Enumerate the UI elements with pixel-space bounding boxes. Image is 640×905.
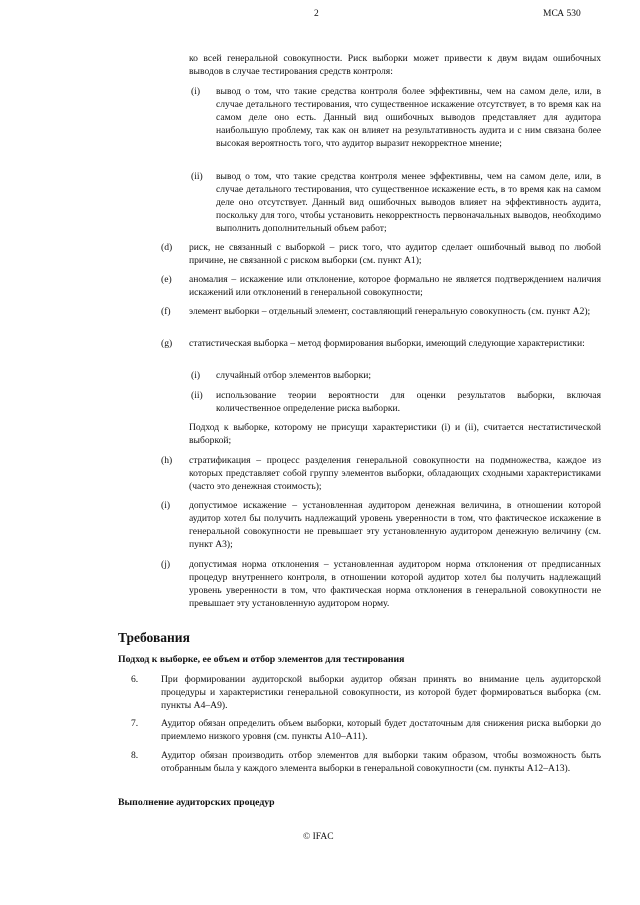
paragraph-number: 6.: [131, 674, 139, 685]
document-code: МСА 530: [543, 9, 581, 19]
sub-item-label: (ii): [191, 390, 203, 401]
definition-label: (d): [161, 242, 173, 253]
sub-item-label: (i): [191, 86, 201, 97]
section-title: Требования: [118, 630, 190, 645]
sub-item-text: использование теории вероятности для оценки результатов выборки, включая количественное определение риска выборки.: [216, 390, 601, 414]
sub-item-label: (i): [191, 370, 201, 381]
definition-label: (g): [161, 338, 173, 349]
requirement-paragraph: Аудитор обязан определить объем выборки, который будет достаточным для снижения риска выборки до приемлемо низкого уровня (см. пункты А10–А11).: [161, 718, 601, 742]
definition-text: элемент выборки – отдельный элемент, составляющий генеральную совокупность (см. пункт А2);: [189, 306, 591, 317]
intro-paragraph: ко всей генеральной совокупности. Риск выборки может привести к двум видам ошибочных выводов в случае тестирования средств контроля:: [189, 53, 601, 77]
g-note: Подход к выборке, которому не присущи характеристики (i) и (ii), считается нестатистической выборкой;: [189, 422, 601, 446]
subsection-title: Выполнение аудиторских процедур: [118, 797, 275, 808]
definition-text: допустимая норма отклонения – установленная аудитором норма отклонения от предписанных процедур внутреннего контроля, в отношении которой аудитор хотел бы получить надлежащий уровень уверенности в том, что фактическая норма отклонения в генеральной совокупности не превышает эту установленную аудитором норму.: [189, 559, 601, 609]
subsection-title: Подход к выборке, ее объем и отбор элементов для тестирования: [118, 654, 405, 665]
paragraph-number: 7.: [131, 718, 139, 729]
definition-label: (f): [161, 306, 171, 317]
sub-item-text: вывод о том, что такие средства контроля более эффективны, чем на самом деле, или, в случае детального тестирования, что существенное искажение отсутствует, в то время как на самом деле оно есть. Данный вид ошибочных выводов представляет для аудитора наибольшую проблему, так как он влияет на результативность аудита и с ним связана более высокая вероятность того, что аудитор выразит некорректное мнение;: [216, 86, 601, 149]
footer-copyright: © IFAC: [303, 832, 334, 842]
page-number: 2: [314, 9, 319, 19]
sub-item-text: случайный отбор элементов выборки;: [216, 370, 372, 381]
definition-text: статистическая выборка – метод формирования выборки, имеющий следующие характеристики:: [189, 338, 585, 349]
sub-item-label: (ii): [191, 171, 203, 182]
definition-text: риск, не связанный с выборкой – риск того, что аудитор сделает ошибочный вывод по любой причине, не связанной с риском выборки (см. пункт А1);: [189, 242, 601, 266]
definition-label: (j): [161, 559, 171, 570]
definition-label: (i): [161, 500, 171, 511]
definition-label: (h): [161, 455, 173, 466]
definition-text: стратификация – процесс разделения генеральной совокупности на подмножества, каждое из которых представляет собой группу элементов выборки, обладающих сходными характеристиками (часто это денежная стоимость);: [189, 455, 601, 492]
requirement-paragraph: При формировании аудиторской выборки аудитор обязан принять во внимание цель аудиторской процедуры и характеристики генеральной совокупности, из которой будет формироваться выборка (см. пункты А4–А9).: [161, 674, 601, 711]
definition-label: (e): [161, 274, 172, 285]
paragraph-number: 8.: [131, 750, 139, 761]
requirement-paragraph: Аудитор обязан производить отбор элементов для выборки таким образом, чтобы возможность быть отобранным была у каждого элемента выборки в генеральной совокупности (см. пункты А12–А13).: [161, 750, 601, 774]
definition-text: допустимое искажение – установленная аудитором денежная величина, в отношении которой аудитор хотел бы получить надлежащий уровень уверенности в том, что фактическое искажение в генеральной совокупности не превышает эту установленную аудитором денежную величину (см. пункт А3);: [189, 500, 601, 550]
definition-text: аномалия – искажение или отклонение, которое формально не является подтверждением наличия искажений или отклонений в генеральной совокупности;: [189, 274, 601, 298]
sub-item-text: вывод о том, что такие средства контроля менее эффективны, чем на самом деле, или, в случае детального тестирования, что существенное искажение есть, в то время как на самом деле оно отсутствует. Данный вид ошибочных выводов влияет на эффективность аудита, поскольку для того, чтобы установить некорректность первоначальных выводов, необходимо выполнить дополнительный объем работ;: [216, 171, 601, 234]
